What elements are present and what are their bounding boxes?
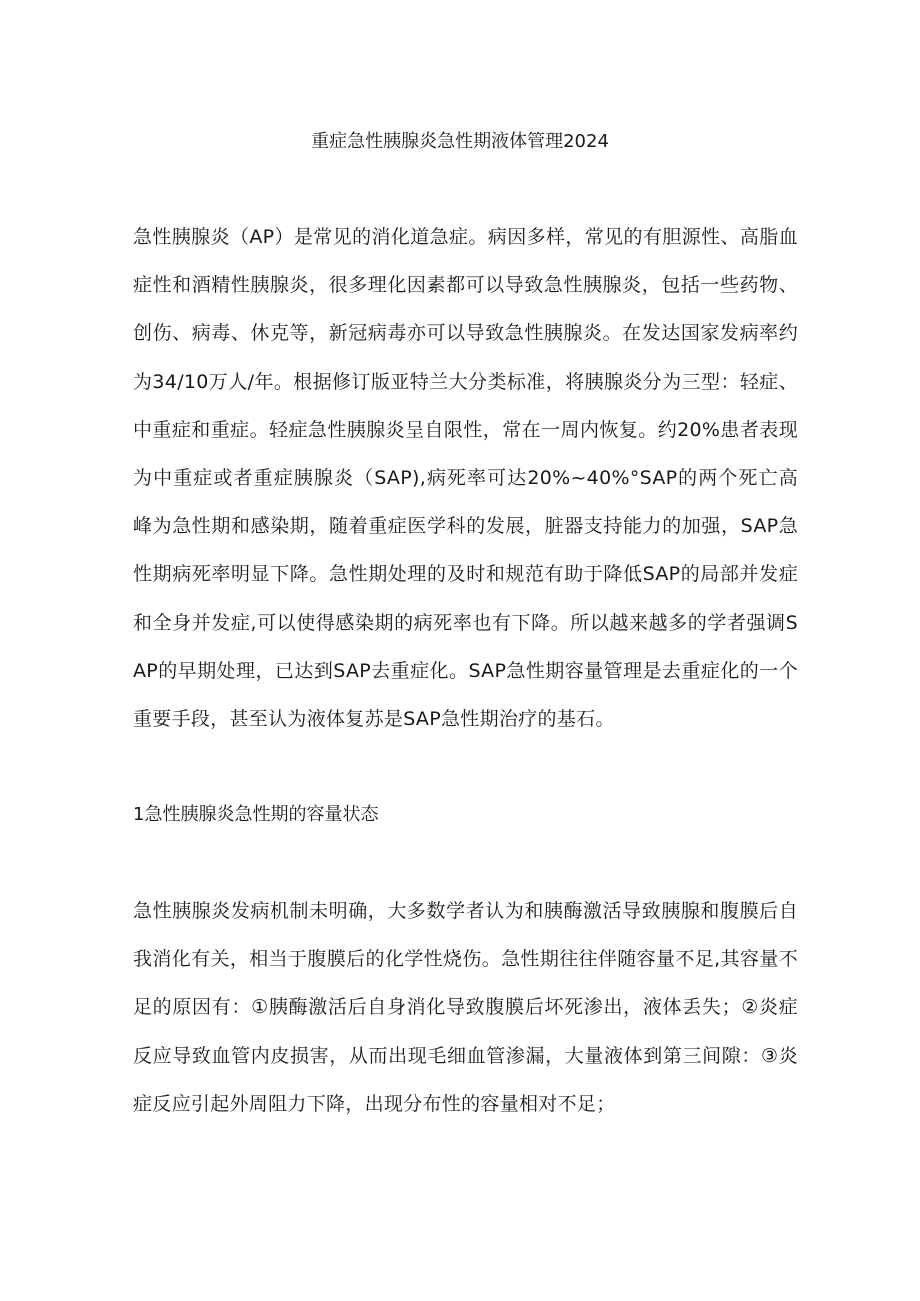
intro-paragraph: 急性胰腺炎（AP）是常见的消化道急症。病因多样，常见的有胆源性、高脂血症性和酒精性胰腺炎，很多理化因素都可以导致急性胰腺炎，包括一些药物、创伤、病毒、休克等，新冠病毒亦可以导致急性胰腺炎。在发达国家发病率约为34/10万人/年。根据修订版亚特兰大分类标准，将胰腺炎分为三型：轻症、中重症和重症。轻症急性胰腺炎呈自限性，常在一周内恢复。约20%患者表现为中重症或者重症胰腺炎（SAP),病死率可达20%~40%°SAP的两个死亡高峰为急性期和感染期，随着重症医学科的发展，脏器支持能力的加强，SAP急性期病死率明显下降。急性期处理的及时和规范有助于降低SAP的局部并发症和全身并发症,可以使得感染期的病死率也有下降。所以越来越多的学者强调SAP的早期处理，已达到SAP去重症化。SAP急性期容量管理是去重症化的一个重要手段，甚至认为液体复苏是SAP急性期治疗的基石。 [133, 226, 798, 731]
body-paragraph: 急性胰腺炎发病机制未明确，大多数学者认为和胰酶激活导致胰腺和腹膜后自我消化有关，相当于腹膜后的化学性烧伤。急性期往往伴随容量不足,其容量不足的原因有：①胰酶激活后自身消化导致腹膜后坏死渗出，液体丢失；②炎症反应导致血管内皮损害，从而出现毛细血管渗漏，大量液体到第三间隙：③炎症反应引起外周阻力下降，出现分布性的容量相对不足； [133, 900, 798, 1115]
document-title: 重症急性胰腺炎急性期液体管理2024 [311, 131, 609, 152]
section-heading: 1急性胰腺炎急性期的容量状态 [133, 804, 379, 825]
